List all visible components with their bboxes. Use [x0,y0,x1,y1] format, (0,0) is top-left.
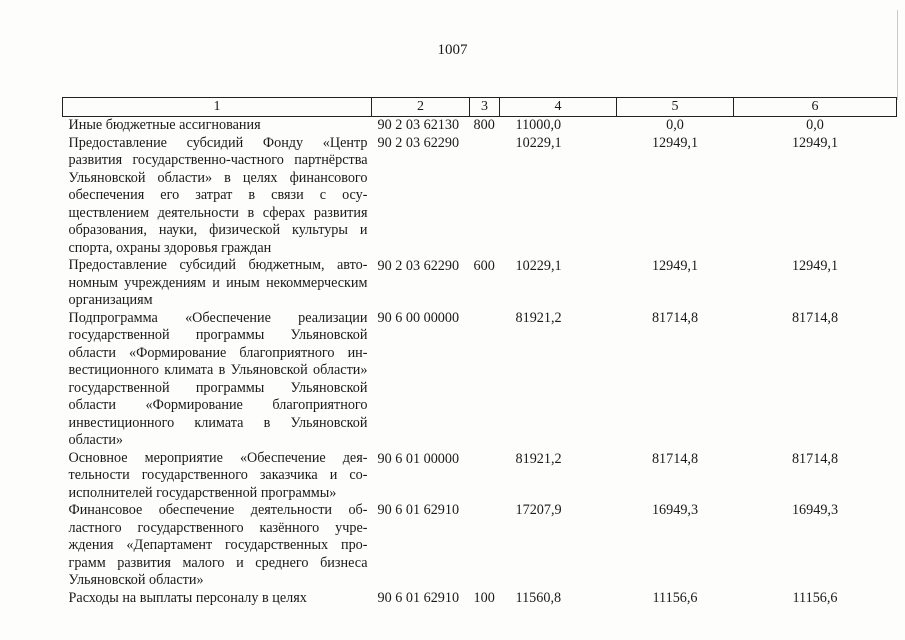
row-value-6: 81714,8 [791,309,839,326]
row-name: Предоставление субсидий Фонду «Центр развития государственно-частного партнёрства Ульяновской области» в целях финансового обеспечения его затрат в связи с осуществлением деятельности в сферах развития образования, науки, физической культуры и спорта, охраны здоровья граждан [68,134,368,256]
row-name: Финансовое обеспечение деятельности областного государственного казённого учреждения «Департамент государственных программ развития малого и среднего бизнеса Ульяновской области» [68,502,368,588]
row-name: Предоставление субсидий бюджетным, автономным учреждениям и иным некоммерческим организациям [68,257,368,308]
row-value-4: 17207,9 [515,502,562,518]
table-row [63,135,897,258]
row-code: 90 6 01 62910 [377,502,460,518]
row-expense-type: 100 [473,589,495,606]
row-expense-type: 600 [473,258,495,274]
row-value-5: 12949,1 [651,258,699,274]
row-expense-type [470,502,500,590]
row-expense-type: 800 [473,117,495,133]
row-value-4: 10229,1 [515,134,562,151]
row-value-6: 12949,1 [791,258,839,274]
row-value-6: 81714,8 [791,450,839,467]
page-number: 1007 [437,42,468,58]
row-value-5: 81714,8 [651,450,699,467]
row-code: 90 6 01 62910 [377,589,460,606]
budget-table [62,97,897,607]
row-value-5: 81714,8 [651,309,699,326]
row-expense-type [470,450,500,503]
row-value-5: 16949,3 [651,502,699,518]
row-code: 90 6 00 00000 [377,309,460,326]
row-value-5: 11156,6 [652,589,698,606]
row-expense-type [470,310,500,450]
table-header-row [63,98,897,117]
row-name: Основное мероприятие «Обеспечение деятельности государственного заказчика и соисполнителей государственной программы» [68,449,368,501]
row-value-5: 12949,1 [651,134,699,151]
row-code: 90 2 03 62130 [377,117,460,133]
row-value-6: 0,0 [806,117,824,133]
row-name: Иные бюджетные ассигнования [68,117,261,133]
table-row [63,502,897,590]
row-value-4: 81921,2 [515,450,562,467]
row-value-4: 11560,8 [515,589,562,606]
row-value-6: 16949,3 [791,502,839,518]
table-row [63,310,897,450]
table-row [63,257,897,310]
header-col-1: 1 [63,98,372,117]
header-col-6: 6 [734,98,897,117]
row-code: 90 6 01 00000 [377,450,460,467]
header-col-4: 4 [500,98,617,117]
row-code: 90 2 03 62290 [377,134,460,151]
row-value-6: 12949,1 [791,134,839,151]
scan-edge-mark [897,10,901,100]
row-name: Подпрограмма «Обеспечение реализации государственной программы Ульяновской области «Формирование благоприятного инвестиционного климата в Ульяновской области» государственной программы Ульяновской области «Формирование благоприятного инвестиционного климата в Ульяновской области» [68,309,368,448]
row-value-5: 0,0 [666,117,684,133]
table-row [63,117,897,135]
row-value-6: 11156,6 [792,589,838,606]
header-col-3: 3 [470,98,500,117]
row-value-4: 11000,0 [515,117,562,133]
row-expense-type [470,135,500,258]
header-col-2: 2 [372,98,470,117]
table-row [63,590,897,608]
row-value-4: 81921,2 [515,309,562,326]
row-code: 90 2 03 62290 [377,258,460,274]
row-name: Расходы на выплаты персоналу в целях [68,589,307,606]
header-col-5: 5 [617,98,734,117]
row-value-4: 10229,1 [515,258,562,274]
table-row [63,450,897,503]
